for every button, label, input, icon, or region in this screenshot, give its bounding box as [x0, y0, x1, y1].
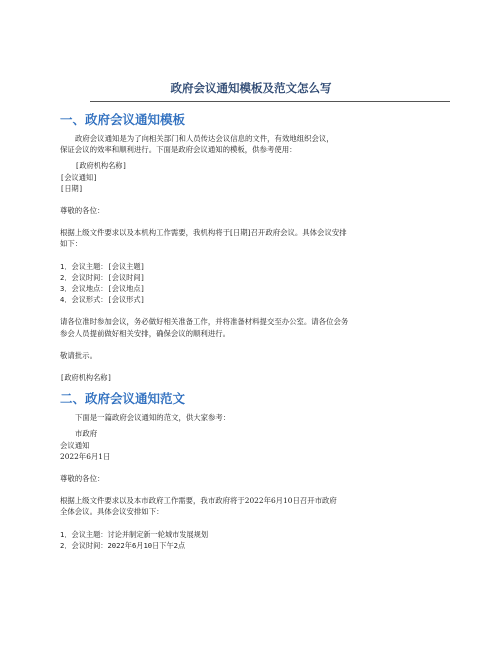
list-item: 2．会议时间：[会议时间]	[60, 272, 145, 282]
page-title: 政府会议通知模板及范文怎么写	[170, 81, 332, 95]
date-placeholder: [日期]	[60, 183, 84, 193]
section1-body-line1: 根据上级文件要求以及本机构工作需要，我机构将于[日期]召开政府会议。具体会议安排	[60, 228, 347, 238]
section2-date: 2022年6月1日	[60, 451, 111, 461]
list-item: 1．会议主题：讨论并制定新一轮城市发展规划	[60, 529, 209, 539]
section1-body-line2: 如下：	[60, 239, 83, 249]
list-item: 2．会议时间：2022年6月10日下午2点	[60, 540, 186, 550]
section2-body-line2: 全体会议。具体会议安排如下：	[60, 507, 164, 517]
section2-notice: 会议通知	[60, 440, 90, 450]
section2-body-line1: 根据上级文件要求以及本市政府工作需要，我市政府将于2022年6月10日召开市政府	[60, 496, 337, 506]
section2-heading: 二、政府会议通知范文	[60, 391, 186, 407]
section1-intro-line2: 保证会议的效率和顺利进行。下面是政府会议通知的模板，供参考使用：	[60, 145, 297, 155]
section2-org: 市政府	[75, 429, 98, 439]
section1-salutation: 尊敬的各位：	[60, 206, 105, 216]
section2-intro: 下面是一篇政府会议通知的范文，供大家参考：	[75, 413, 231, 423]
section1-intro-line1: 政府会议通知是为了向相关部门和人员传达会议信息的文件，有效地组织会议，	[75, 134, 334, 143]
section1-closing: 敬请批示。	[60, 350, 97, 360]
section1-request-line2: 参会人员提前做好相关安排，确保会议的顺利进行。	[60, 328, 230, 338]
section1-heading: 一、政府会议通知模板	[60, 112, 186, 127]
org-placeholder: [政府机构名称]	[75, 161, 127, 171]
section1-request-line1: 请各位准时参加会议，务必做好相关准备工作，并将准备材料提交至办公室。请各位会务	[60, 317, 349, 327]
section1-signature: [政府机构名称]	[60, 373, 112, 383]
list-item: 4．会议形式：[会议形式]	[60, 295, 145, 305]
list-item: 3．会议地点：[会议地点]	[60, 284, 145, 294]
notice-placeholder: [会议通知]	[60, 172, 98, 182]
section2-salutation: 尊敬的各位：	[60, 474, 105, 484]
list-item: 1．会议主题：[会议主题]	[60, 261, 145, 271]
